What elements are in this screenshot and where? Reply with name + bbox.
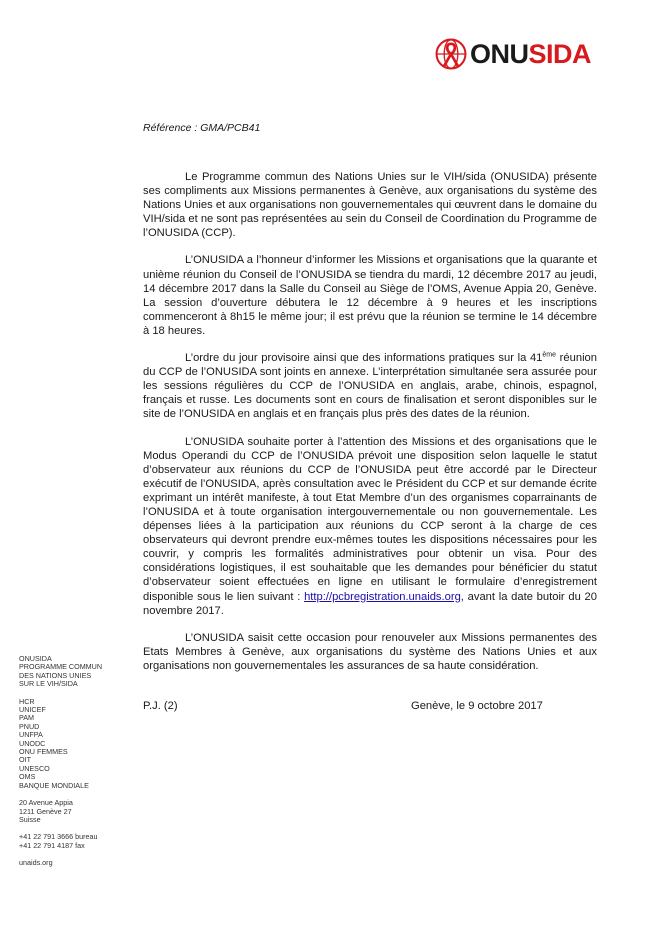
- paragraph-intro: Le Programme commun des Nations Unies sur le VIH/sida (ONUSIDA) présente ses compliments aux Missions permanentes à Genève, aux organisations du système des Nations Unies et aux organisations non gouvernementales qui œuvrent dans le domaine du VIH/sida et ne sont pas représentées au sein du Conseil de Coordination du Programme de l’ONUSIDA (CCP).: [143, 171, 597, 240]
- paragraph-agenda: [143, 351, 597, 421]
- sidebar-website: [19, 859, 129, 867]
- sidebar-address: [19, 799, 129, 824]
- sidebar-address-block: [19, 655, 129, 877]
- ribbon-globe-icon: [434, 37, 468, 71]
- cosponsor-item: HCR: [19, 696, 35, 706]
- logo-wordmark: [470, 38, 592, 69]
- sidebar-org-name: [19, 655, 129, 689]
- onusida-logo: [434, 36, 609, 72]
- paragraph-observer-part-a: L’ONUSIDA souhaite porter à l’attention des Missions et des organisations que le Modus Operandi du CCP de l’ONUSIDA prévoit une disposition selon laquelle le statut d’observateur aux réunions du CCP de l’ONUSIDA peut être accordé par le Directeur exécutif de l’ONUSIDA, après consultation avec le Président du CCP et sur demande écrite exprimant un intérêt manifeste, à tout Etat Membre d’un des organismes coparrainants de l’ONUSIDA et à toute organisation intergouvernementale ou non gouvernementale. Les dépenses liées à la participation aux réunions du CCP seront à la charge de ces observateurs qui devront prendre eux-mêmes toutes les dispositions nécessaires pour les couvrir, y compris les formalités administratives pour obtenir un visa. Pour des considérations logistiques, il est souhaitable que les demandes pour bénéficier du statut d’observateur soient effectuées en ligne en utilisant le formulaire d’enregistrement disponible sous le lien suivant :: [143, 435, 597, 603]
- logo-text-red: SIDA: [528, 38, 592, 69]
- cosponsor-item: BANQUE MONDIALE: [19, 780, 89, 790]
- address-line: Suisse: [19, 814, 41, 824]
- sidebar-cosponsors: [19, 698, 129, 790]
- cosponsor-item: OMS: [19, 772, 36, 782]
- paragraph-observer-status: [143, 435, 597, 618]
- paragraph-agenda-part-a: L’ordre du jour provisoire ainsi que des informations pratiques sur la 41: [185, 352, 543, 365]
- cosponsor-item: UNICEF: [19, 705, 46, 715]
- registration-link[interactable]: http://pcbregistration.unaids.org: [304, 590, 461, 603]
- phone-line: +41 22 791 3666 bureau: [19, 832, 98, 842]
- reference-line: Référence : GMA/PCB41: [143, 122, 261, 134]
- enclosures-note: P.J. (2): [143, 700, 178, 712]
- sidebar-line: DES NATIONS UNIES: [19, 670, 92, 680]
- cosponsor-item: PAM: [19, 713, 35, 723]
- logo-text-black: ONU: [470, 38, 529, 69]
- website-text: unaids.org: [19, 858, 53, 868]
- address-line: 20 Avenue Appia: [19, 798, 73, 808]
- sidebar-line: PROGRAMME COMMUN: [19, 662, 103, 672]
- cosponsor-item: OIT: [19, 755, 31, 765]
- letter-body: [143, 170, 597, 686]
- cosponsor-item: UNODC: [19, 738, 46, 748]
- cosponsor-item: UNFPA: [19, 730, 43, 740]
- address-line: 1211 Genève 27: [19, 806, 72, 816]
- paragraph-meeting-dates: L’ONUSIDA a l’honneur d’informer les Missions et organisations que la quarante et unième réunion du Conseil de l’ONUSIDA se tiendra du mardi, 12 décembre 2017 au jeudi, 14 décembre 2017 dans la Salle du Conseil au Siège de l’OMS, Avenue Appia 20, Genève. La session d’ouverture débutera le 12 décembre à 9 heures et les inscriptions commenceront à 8h15 le même jour; il est prévu que la réunion se termine le 14 décembre à 18 heures.: [143, 254, 597, 337]
- sidebar-line: SUR LE VIH/SIDA: [19, 679, 78, 689]
- paragraph-observer-part-b: , avant la date butoir du 20 novembre 2017.: [143, 590, 598, 617]
- cosponsor-item: UNESCO: [19, 763, 50, 773]
- cosponsor-item: PNUD: [19, 721, 40, 731]
- superscript-eme: ème: [542, 351, 557, 359]
- cosponsor-item: ONU FEMMES: [19, 747, 68, 757]
- sidebar-line: ONUSIDA: [19, 654, 52, 663]
- paragraph-agenda-part-b: réunion du CCP de l’ONUSIDA sont joints en annexe. L’interprétation simultanée sera assurée pour les sessions régulières du CCP de l’ONUSIDA en anglais, arabe, chinois, espagnol, français et russe. Les documents sont en cours de finalisation et seront disponibles sur le site de l’ONUSIDA en anglais et en français plus près des dates de la réunion.: [143, 352, 597, 421]
- place-and-date: Genève, le 9 octobre 2017: [411, 700, 543, 712]
- sidebar-phones: [19, 833, 129, 850]
- paragraph-closing: L’ONUSIDA saisit cette occasion pour renouveler aux Missions permanentes des Etats Membres à Genève, aux organisations du système des Nations Unies et aux organisations non gouvernementales les assurances de sa haute considération.: [143, 631, 597, 672]
- phone-line: +41 22 791 4187 fax: [19, 840, 85, 850]
